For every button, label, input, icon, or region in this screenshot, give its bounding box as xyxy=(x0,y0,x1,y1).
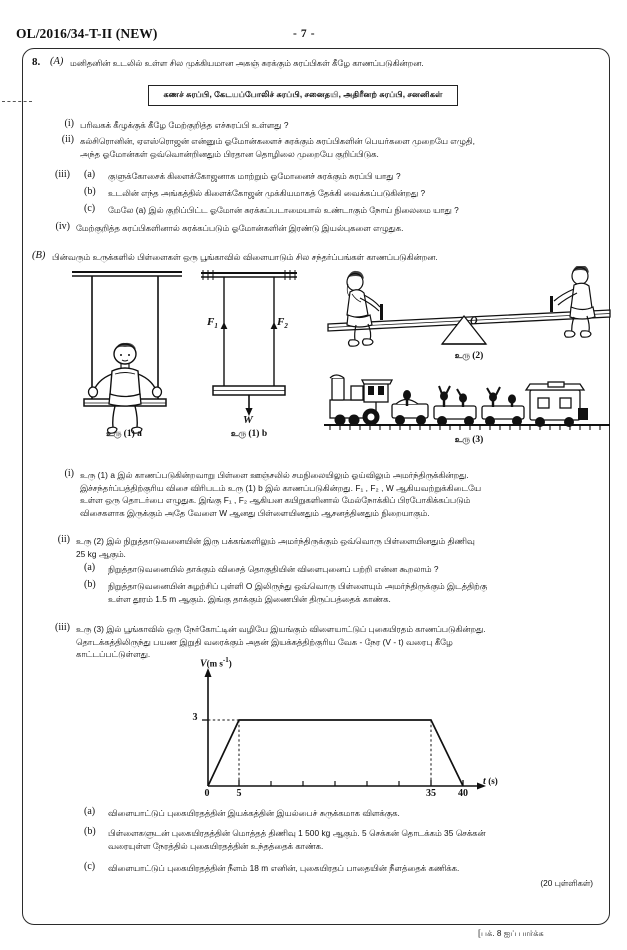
figure-1b-caption-word: உரு xyxy=(230,428,247,438)
subitem-line-2: உள்ள தூரம் 1.5 m ஆகும். இங்கு தாக்கும் இணைபின் திருப்பத்தைக் காண்க. xyxy=(108,593,391,604)
item-line-2: இச்சந்தர்ப்பத்திற்குரிய விசை விரிபடம் உரு (1) b இல் காணப்படுகின்றது. F₁ , F₂ , W ஆகியவற்றுக்கிடையே xyxy=(80,482,482,493)
subitem-text: விளையாட்டுப் புகையிரதத்தின் நீளம் 18 m எனின், புகையிரதப் பாதையின் நீளத்தைக் கணிக்க. xyxy=(108,863,460,873)
question-number: 8. xyxy=(32,56,41,68)
weight-label: W xyxy=(243,414,253,426)
subitem-text: மேலே (a) இல் குறிப்பிட்ட ஓமோன் சுரக்கப்படாமையால் உண்டாகும் நோய் நிலைமை யாது ? xyxy=(108,205,459,215)
item-line-1: கல்சிரொனின், ஏஎஸ்ரொஜன் என்னும் ஓமோன்களைச் சுரக்கும் சுரப்பிகளின் பெயர்களை முறையே எழுதி, xyxy=(80,136,475,146)
subitem-label: (a) xyxy=(84,562,96,573)
x-axis-label xyxy=(483,776,498,787)
footer-bracket: [ xyxy=(478,928,481,938)
force-f2-symbol: F xyxy=(277,316,285,328)
figure-3-caption-number: (3) xyxy=(472,435,484,445)
toy-train-illustration xyxy=(324,364,614,444)
y-axis-unit-close: ) xyxy=(228,658,232,669)
part-b-stem: பின்வரும் உருக்களில் பிள்ளைகள் ஒரு பூங்காவில் விளையாடும் சில சந்தர்ப்பங்கள் காணப்படுகின்றன. xyxy=(52,252,438,262)
item-line-3: காட்டப்பட்டுள்ளது. xyxy=(76,649,151,660)
x-tick-label-0: 0 xyxy=(204,788,210,799)
subitem-label: (a) xyxy=(84,169,96,180)
page-header xyxy=(0,26,627,48)
force-f2-subscript: 2 xyxy=(284,322,288,331)
subitem-text xyxy=(108,580,590,605)
paper-code: OL/2016/34-T-II (NEW) xyxy=(16,26,158,41)
item-line-1: உரு (1) a இல் காணப்படுகின்றவாறு பிள்ளை ஊஞ்சலில் சமநிலையிலும் ஓய்விலும் அமர்ந்திருக்கின்றது. xyxy=(80,470,469,480)
item-text xyxy=(80,469,595,519)
item-label: (ii) xyxy=(57,534,70,545)
x-tick-label-5: 5 xyxy=(236,788,242,799)
item-label: (iv) xyxy=(55,221,70,232)
seesaw-illustration xyxy=(324,266,614,358)
figure-2-caption-word: உரு xyxy=(454,350,470,360)
subitem-label: (b) xyxy=(84,826,96,837)
x-axis-unit: (s) xyxy=(488,776,498,786)
figures-row xyxy=(24,268,612,458)
subitem-text: நிறுத்தாடுவனையில் தாக்கும் விசைத் தொகுதியின் விளைபுனைப் பற்றி என்ன கூறலாம் ? xyxy=(108,564,439,574)
subitem-text: விளையாட்டுப் புகையிரதத்தின் இயக்கத்தின் இயல்பைச் சுருக்கமாக விளக்குக. xyxy=(108,808,400,818)
subitem-line-1: பிள்ளைகளுடன் புகையிரதத்தின் மொத்தத் திணிவு 1 500 kg ஆகும். 5 செக்கன் தொடக்கம் 35 செக்கன் xyxy=(108,828,486,838)
figure-3-caption-word: உரு xyxy=(454,434,470,444)
figure-2-caption xyxy=(324,350,614,362)
subitem-line-2: வரையுள்ள நேரத்தில் புகையிரதத்தின் உந்தத்தைக் காண்க. xyxy=(108,840,324,851)
part-a-stem-text: மனிதனின் உடலில் உள்ள சில முக்கியமான அகஞ் சுரக்கும் சுரப்பிகள் கீழே காணப்படுகின்றன. xyxy=(70,58,424,68)
force-f1-subscript: 1 xyxy=(214,322,218,331)
marks-note: (20 புள்ளிகள்) xyxy=(540,878,593,888)
velocity-time-graph xyxy=(178,658,508,798)
data-series-line xyxy=(208,720,463,786)
item-label: (ii) xyxy=(61,134,74,145)
subitem-label: (b) xyxy=(84,186,96,197)
figure-3-toy-train xyxy=(324,364,614,459)
item-text: மேற்குறித்த சுரப்பிகளினால் சுரக்கப்படும் ஓமோன்களின் இரண்டு இயல்புகளை எழுதுக. xyxy=(76,223,404,233)
figure-3-caption xyxy=(324,434,614,446)
subitem-line-1: நிறுத்தாடுவனையின் சுழற்சிப் புள்ளி O இலிருந்து ஒவ்வொரு பிள்ளையும் அமர்ந்திருக்கும் இடத்திற்கு xyxy=(108,581,488,591)
item-line-3: உள்ள ஒரு தொடர்பை எழுதுக. இங்கு F₁ , F₂ ஆகியன கயிறுகளினால் மேல்நோக்கிப் பிரபோகிக்கப்படும் xyxy=(80,495,471,506)
subitem-label: (c) xyxy=(84,203,96,214)
figure-1a-caption-word: உரு xyxy=(106,428,122,438)
item-label: (iii) xyxy=(55,622,70,633)
item-line-1: உரு (3) இல் பூங்காவில் ஒரு நேர்கோட்டின் வழியே இயங்கும் விளையாட்டுப் புகையிரதம் காணப்படுகின்றது. xyxy=(76,624,486,634)
subitem-label: (a) xyxy=(84,806,96,817)
x-tick-label-35: 35 xyxy=(426,788,436,799)
dashed-guides xyxy=(208,720,431,786)
force-f1-label xyxy=(207,316,218,330)
item-label: (i) xyxy=(64,118,74,129)
x-tick-label-40: 40 xyxy=(458,788,468,799)
item-line-2: 25 kg ஆகும். xyxy=(76,548,126,559)
item-text xyxy=(76,535,591,560)
figure-2-caption-number: (2) xyxy=(472,351,484,361)
y-axis-label xyxy=(200,656,232,669)
y-axis-arrow xyxy=(205,668,212,677)
figure-1b-force-diagram xyxy=(189,268,309,443)
part-b-label: (B) xyxy=(32,250,46,261)
y-tick-label-3: 3 xyxy=(192,712,198,723)
part-a-stem xyxy=(70,57,590,70)
footer-text: பக். 8 ஐப் பார்க்க xyxy=(481,929,544,938)
item-text xyxy=(80,135,590,160)
figure-2-seesaw xyxy=(324,266,614,366)
figure-1a-caption xyxy=(54,428,194,440)
subitem-text xyxy=(108,827,596,852)
subitem-text: உடலின் எந்த அங்கத்தில் கிளைக்கோஜன் முக்கியமாகத் தேக்கி வைக்கப்படுகின்றது ? xyxy=(108,188,426,198)
item-line-2: தொடக்கத்திலிருந்து பயண இறுதி வரைக்கும் அதன் இயக்கத்திற்குரிய வேக - நேர (V - t) வரைபு கீழே xyxy=(76,636,453,647)
pivot-point-label: O xyxy=(470,316,478,327)
velocity-time-plot xyxy=(178,658,508,798)
page-number: - 7 - xyxy=(293,28,316,40)
item-line-4: விசைகளாக இருக்கும் அதே வேளை W ஆனது பிள்ளையினதும் ஆசனத்தினதும் நிறையாகும். xyxy=(80,507,430,518)
force-f1-symbol: F xyxy=(207,316,215,328)
page-footer xyxy=(478,928,544,940)
item-line-1: உரு (2) இல் நிறுத்தாடுவனையின் இரு பக்கங்களிலும் அமர்ந்திருக்கும் ஒவ்வொரு பிள்ளையினதும் திணிவு xyxy=(76,536,475,546)
figure-1b-caption xyxy=(189,428,309,440)
organ-list-box xyxy=(148,85,458,106)
figure-1a-caption-number: (1) a xyxy=(123,429,142,439)
y-axis-exponent: -1 xyxy=(222,656,229,664)
subitem-text: குளுக்கோசைக் கிளைக்கோஜனாக மாற்றும் ஓமோனைச் சுரக்கும் சுரப்பி யாது ? xyxy=(108,171,401,181)
swing-child-illustration xyxy=(54,268,194,443)
part-a-label: (A) xyxy=(50,56,64,67)
item-line-2: அந்த ஓமோன்கள் ஒவ்வொன்றினதும் பிரதான தொழிலை முறையே குறிப்பிடுக. xyxy=(80,148,379,159)
item-text xyxy=(76,623,594,661)
y-axis-symbol: V xyxy=(200,658,207,670)
subitem-label: (b) xyxy=(84,579,96,590)
figure-1b-caption-number: (1) b xyxy=(248,429,268,439)
figure-1a-swing-with-child xyxy=(54,268,194,443)
x-axis-symbol: t xyxy=(483,776,486,787)
x-major-ticks xyxy=(239,780,463,786)
y-axis-unit: (m s xyxy=(206,658,223,669)
item-text: பரிவகக் கீழுக்குக் கீழே மேற்குறித்த எச்சுரப்பி உள்ளது ? xyxy=(80,120,289,130)
organ-list-text: கணச் சுரப்பி, கேடயப்போலிச் சுரப்பி, சனைதயி, அதிரீனற் சுரப்பி, சனனிகள் xyxy=(163,90,443,100)
item-label: (i) xyxy=(64,468,74,479)
subitem-label: (c) xyxy=(84,861,96,872)
force-f2-label xyxy=(277,316,288,330)
item-label: (iii) xyxy=(55,169,70,180)
